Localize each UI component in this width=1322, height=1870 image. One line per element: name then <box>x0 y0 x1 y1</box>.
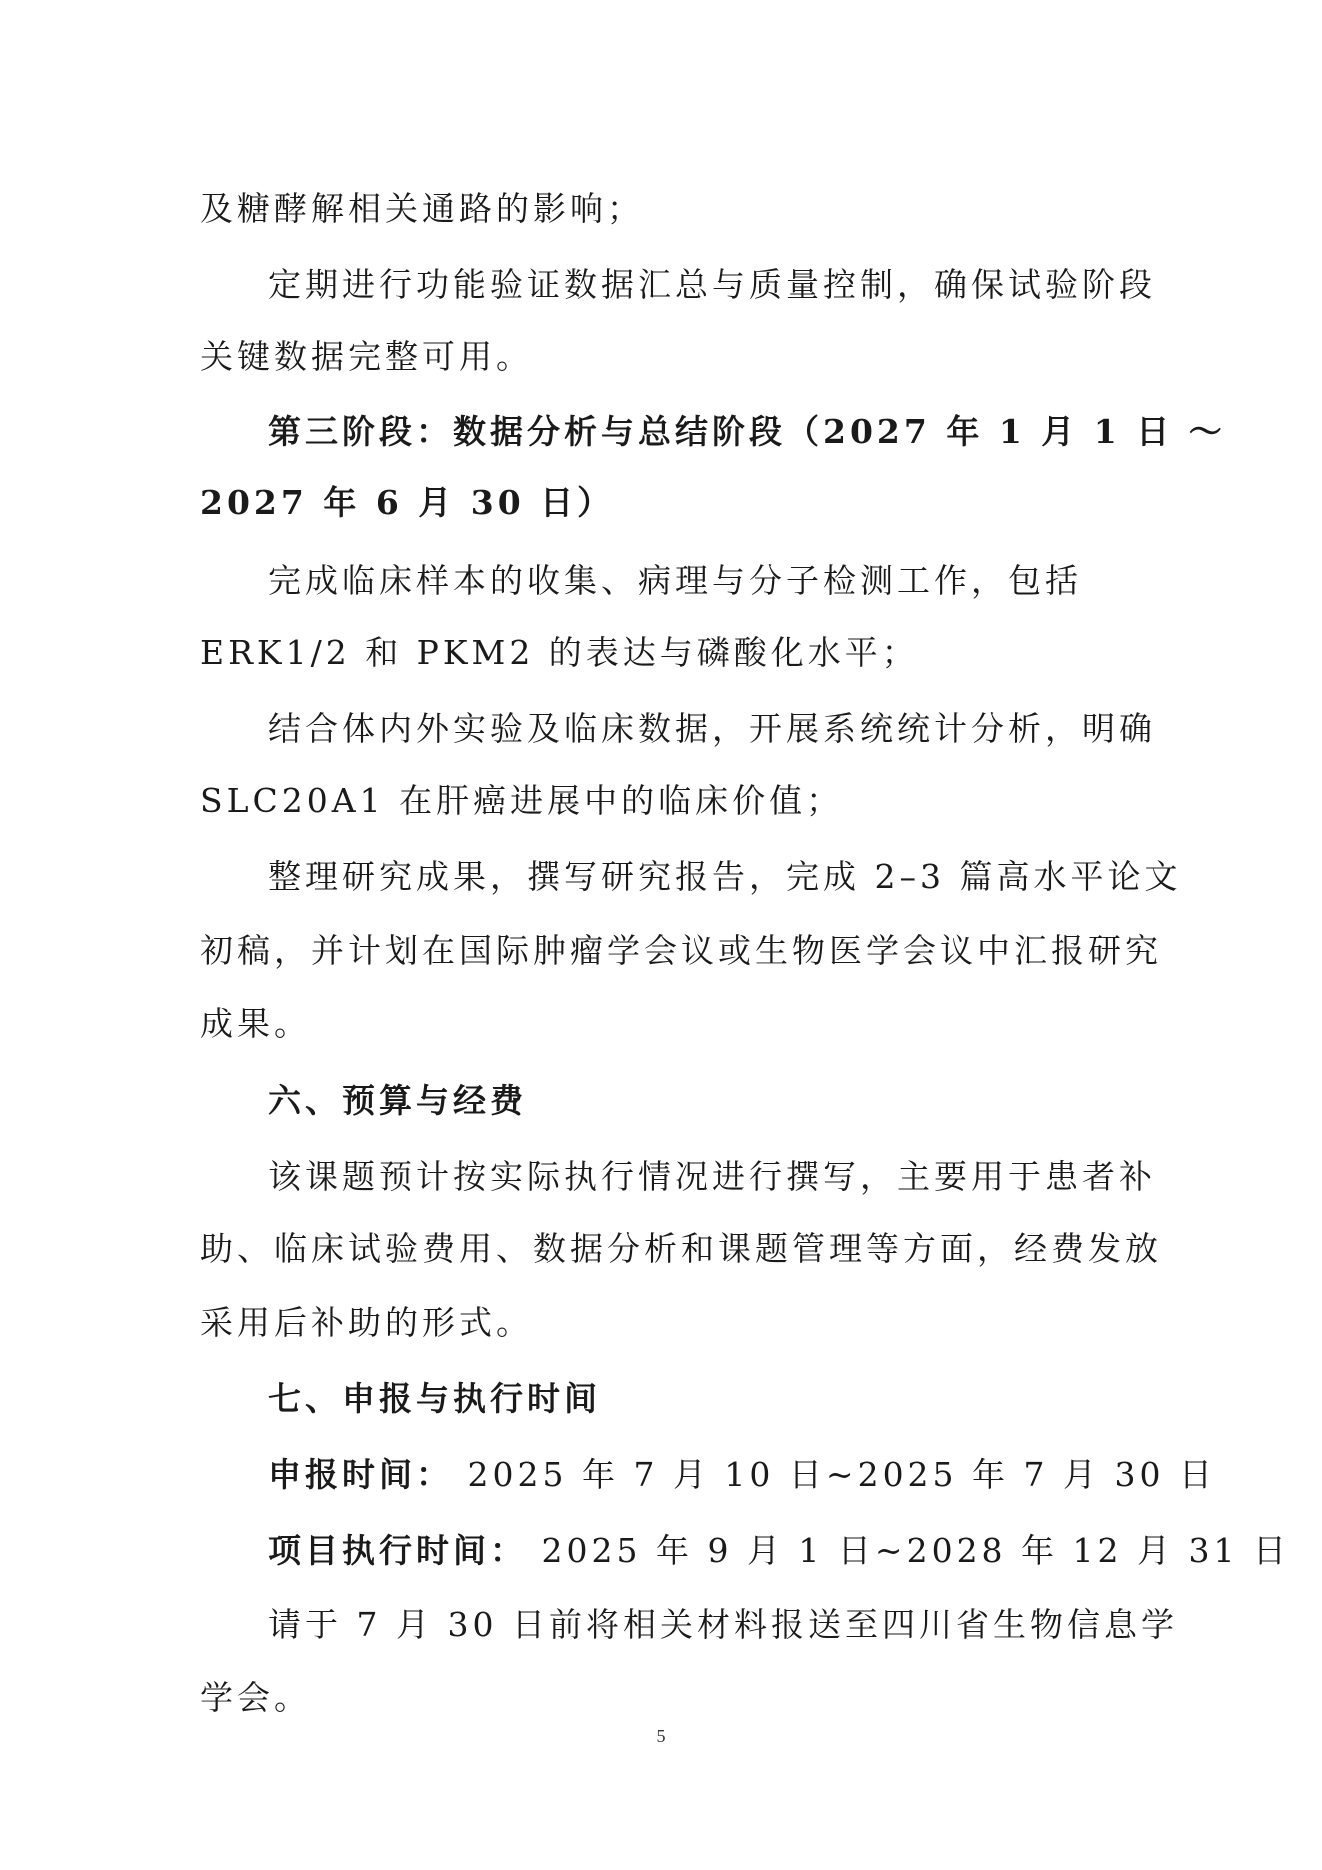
paragraph-line: 该课题预计按实际执行情况进行撰写，主要用于患者补 <box>268 1157 1156 1196</box>
paragraph-line: 学会。 <box>200 1678 311 1717</box>
section-heading-stage3: 第三阶段：数据分析与总结阶段（2027 年 1 月 1 日 ～ <box>268 412 1226 451</box>
execution-time-label: 项目执行时间： <box>268 1531 527 1570</box>
paragraph-line: 成果。 <box>200 1004 311 1043</box>
section-heading-stage3-cont: 2027 年 6 月 30 日） <box>200 483 615 522</box>
execution-time-value: 2025 年 9 月 1 日~2028 年 12 月 31 日 <box>541 1531 1290 1570</box>
paragraph-line: 定期进行功能验证数据汇总与质量控制，确保试验阶段 <box>268 265 1156 304</box>
apply-time-label: 申报时间： <box>268 1455 453 1494</box>
page-number: 5 <box>656 1726 666 1746</box>
section-heading-schedule: 七、申报与执行时间 <box>268 1379 601 1418</box>
apply-time-row <box>268 1454 1216 1496</box>
paragraph-line: 采用后补助的形式。 <box>200 1303 533 1342</box>
paragraph-line: 初稿，并计划在国际肿瘤学会议或生物医学会议中汇报研究 <box>200 931 1162 970</box>
paragraph-line: 助、临床试验费用、数据分析和课题管理等方面，经费发放 <box>200 1229 1162 1268</box>
paragraph-line: ERK1/2 和 PKM2 的表达与磷酸化水平； <box>200 633 919 672</box>
execution-time-row <box>268 1530 1290 1572</box>
paragraph-line: 关键数据完整可用。 <box>200 337 533 376</box>
paragraph-line: 结合体内外实验及临床数据，开展系统统计分析，明确 <box>268 709 1156 748</box>
apply-time-value: 2025 年 7 月 10 日~2025 年 7 月 30 日 <box>467 1455 1216 1494</box>
paragraph-line: 请于 7 月 30 日前将相关材料报送至四川省生物信息学 <box>268 1605 1178 1644</box>
paragraph-line: 及糖酵解相关通路的影响； <box>200 189 644 228</box>
paragraph-line: SLC20A1 在肝癌进展中的临床价值； <box>200 781 844 820</box>
paragraph-line: 整理研究成果，撰写研究报告，完成 2–3 篇高水平论文 <box>268 857 1182 896</box>
section-heading-budget: 六、预算与经费 <box>268 1081 527 1120</box>
paragraph-line: 完成临床样本的收集、病理与分子检测工作，包括 <box>268 561 1082 600</box>
